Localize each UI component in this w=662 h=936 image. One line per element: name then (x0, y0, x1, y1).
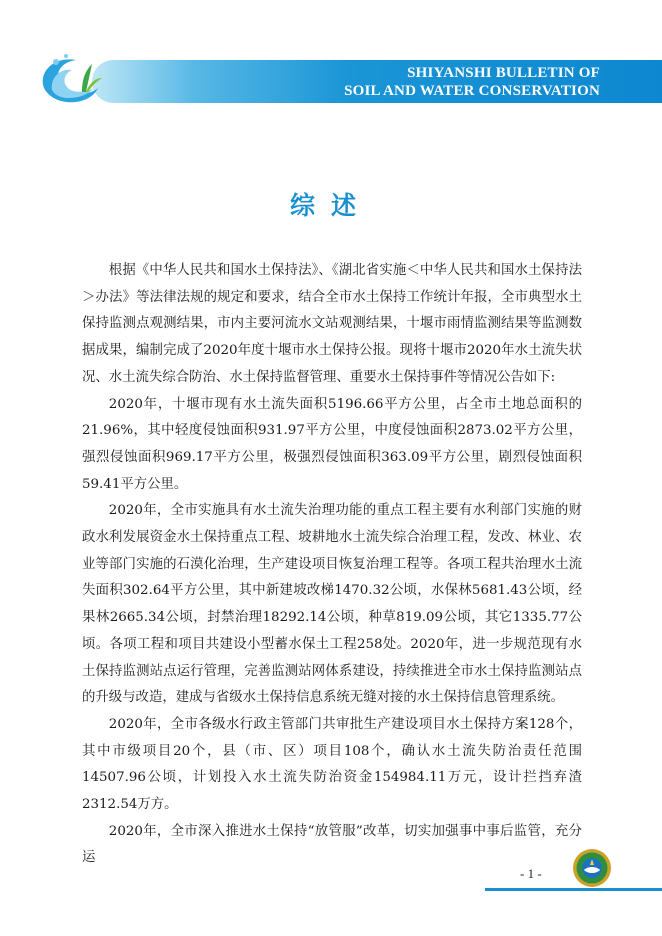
paragraph: 根据《中华人民共和国水土保持法》、《湖北省实施＜中华人民共和国水土保持法＞办法》等法律法规的规定和要求，结合全市水土保持工作统计年报，全市典型水土保持监测点观测结果，市内主要河流水文站观测结果，十堰市雨情监测结果等监测数据成果，编制完成了2020年度十堰市水土保持公报。现将十堰市2020年水土流失状况、水土流失综合防治、水土保持监督管理、重要水土保持事件等情况公告如下: (82, 263, 582, 385)
paragraph: 2020年，全市实施具有水土流失治理功能的重点工程主要有水利部门实施的财政水利发展资金水土保持重点工程、坡耕地水土流失综合治理工程，发改、林业、农业等部门实施的石漠化治理，生产建设项目恢复治理工程等。各项工程共治理水土流失面积302.64平方公里，其中新建坡改梯1470.32公顷，水保林5681.43公顷，经果林2665.34公顷，封禁治理18292.14公顷，种草819.09公顷，其它1335.77公顷。各项工程和项目共建设小型蓄水保土工程258处。2020年，进一步规范现有水土保持监测站点运行管理，完善监测站网体系建设，持续推进全市水土保持监测站点的升级与改造，建成与省级水土保持信息系统无缝对接的水土保持信息管理系统。 (82, 503, 582, 706)
paragraph: 2020年，全市深入推进水土保持“放管服”改革，切实加强事中事后监管，充分运 (82, 823, 582, 866)
header-line-1: SHIYANSHI BULLETIN OF (407, 65, 600, 81)
header-line-2: SOIL AND WATER CONSERVATION (344, 83, 600, 99)
page-title: 综述 (289, 191, 372, 220)
header-title (344, 64, 600, 100)
paragraph: 2020年，全市各级水行政主管部门共审批生产建设项目水土保持方案128个，其中市级项目20个，县（市、区）项目108个，确认水土流失防治责任范围14507.96公顷，计划投入水土流失防治资金154984.11万元，设计拦挡弃渣2312.54万方。 (82, 716, 582, 813)
body-text (82, 258, 582, 872)
footer-divider (485, 888, 662, 891)
water-drop-leaf-icon (32, 48, 112, 110)
emblem-icon (572, 848, 612, 888)
page-number: - 1 - (520, 866, 542, 881)
paragraph: 2020年，十堰市现有水土流失面积5196.66平方公里，占全市土地总面积的21.96%，其中轻度侵蚀面积931.97平方公里，中度侵蚀面积2873.02平方公里，强烈侵蚀面积969.17平方公里，极强烈侵蚀面积363.09平方公里，剧烈侵蚀面积59.41平方公里。 (82, 396, 582, 492)
